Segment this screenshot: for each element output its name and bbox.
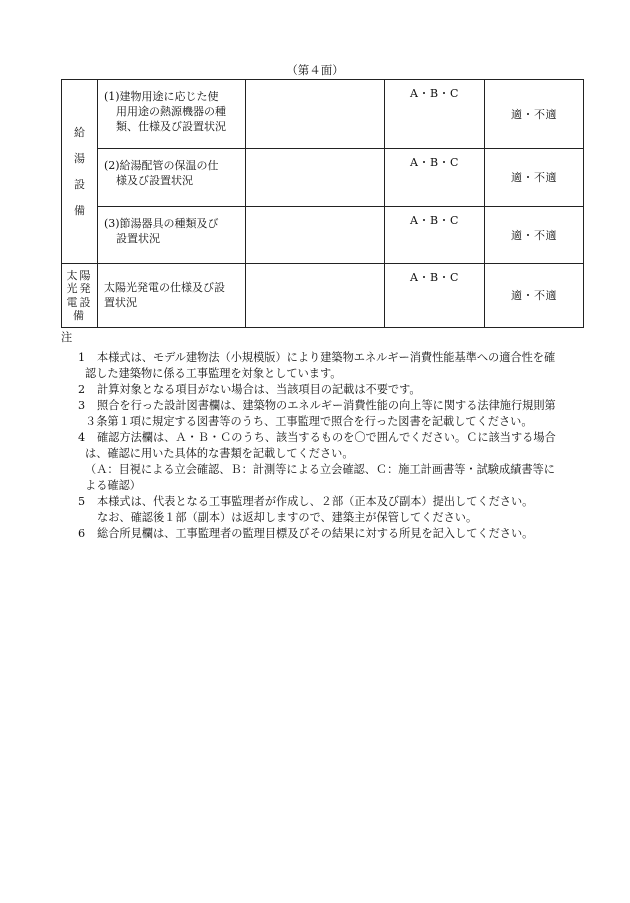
confirmation-method[interactable]: A・B・C [385,207,485,264]
judgement[interactable]: 適・不適 [485,149,584,207]
item-number: (1) [104,90,120,103]
item-text: 様及び設置状況 [116,174,193,187]
category-hot-water [62,80,98,264]
item-number: (3) [104,217,120,230]
table-row [62,80,584,149]
item-pipe-insulation [98,149,246,207]
inspection-table [61,79,584,328]
note-text: 総合所見欄は、工事監理者の監理目標及びその結果に対する所見を記入してください。 [97,527,534,540]
item-solar-power [98,264,246,328]
item-text: 用用途の熱源機器の種 [116,105,226,118]
note-number: 5 [78,495,86,508]
category-char: 光発 [66,282,93,295]
table-row [62,149,584,207]
note-text: なお、確認後１部（副本）は返却しますので、建築主が保管してください。 [97,511,478,524]
item-water-saving-fixtures [98,207,246,264]
confirmation-method[interactable]: A・B・C [385,149,485,207]
item-text: 給湯配管の保温の仕 [119,159,219,172]
notes-title: 注 [61,331,73,344]
judgement[interactable]: 適・不適 [485,264,584,328]
table-row [62,207,584,264]
item-text: 設置状況 [116,232,160,245]
item-text: 置状況 [104,296,137,309]
judgement[interactable]: 適・不適 [485,80,584,149]
note-text: （Ａ：目視による立会確認、Ｂ：計測等による立会確認、Ｃ：施工計画書等・試験成績書等に [85,463,555,476]
category-char: 湯 [74,151,85,165]
note-number: 6 [78,527,86,540]
note-text: 認した建築物に係る工事監理を対象としています。 [85,367,342,380]
note-item [61,526,586,542]
note-item [61,398,586,430]
note-text: 確認方法欄は、Ａ・Ｂ・Ｃのうち、該当するものを〇で囲んでください。Ｃに該当する場合 [97,431,556,444]
note-text: ３条第１項に規定する図書等のうち、工事監理で照合を行った図書を記載してください。 [85,415,533,428]
design-document-cell[interactable] [246,149,385,207]
item-text: 類、仕様及び設置状況 [116,120,226,133]
item-text: 太陽光発電の仕様及び設 [104,281,225,294]
category-char: 電設 [66,295,93,309]
confirmation-method[interactable]: A・B・C [385,80,485,149]
note-text: 本様式は、モデル建物法（小規模版）により建築物エネルギー消費性能基準への適合性を確 [97,351,556,364]
design-document-cell[interactable] [246,80,385,149]
design-document-cell[interactable] [246,207,385,264]
notes-section [61,330,586,542]
note-text: は、確認に用いた具体的な書類を記載してください。 [85,447,354,460]
note-item [61,430,586,494]
item-text: 建物用途に応じた使 [119,90,219,103]
table-row [62,264,584,328]
note-text: 計算対象となる項目がない場合は、当該項目の記載は不要です。 [97,383,421,396]
confirmation-method[interactable]: A・B・C [385,264,485,328]
note-item [61,350,586,382]
category-char: 給 [74,125,85,139]
item-number: (2) [104,159,120,172]
note-text: 照合を行った設計図書欄は、建築物のエネルギー消費性能の向上等に関する法律施行規則第 [97,399,556,412]
judgement[interactable]: 適・不適 [485,207,584,264]
note-number: 4 [78,431,86,444]
note-item [61,494,586,526]
category-char: 備 [74,203,85,217]
note-item [61,382,586,398]
category-char: 太陽 [66,268,93,282]
category-char: 備 [73,309,86,322]
design-document-cell[interactable] [246,264,385,328]
category-solar [62,264,98,328]
note-number: 1 [78,351,86,364]
category-char: 設 [74,177,85,191]
note-number: 2 [78,383,86,396]
note-text: よる確認） [85,479,141,492]
note-number: 3 [78,399,86,412]
note-text: 本様式は、代表となる工事監理者が作成し、２部（正本及び副本）提出してください。 [97,495,534,508]
item-heat-source [98,80,246,149]
item-text: 節湯器具の種類及び [119,217,219,230]
page-label: （第４面） [286,63,344,77]
